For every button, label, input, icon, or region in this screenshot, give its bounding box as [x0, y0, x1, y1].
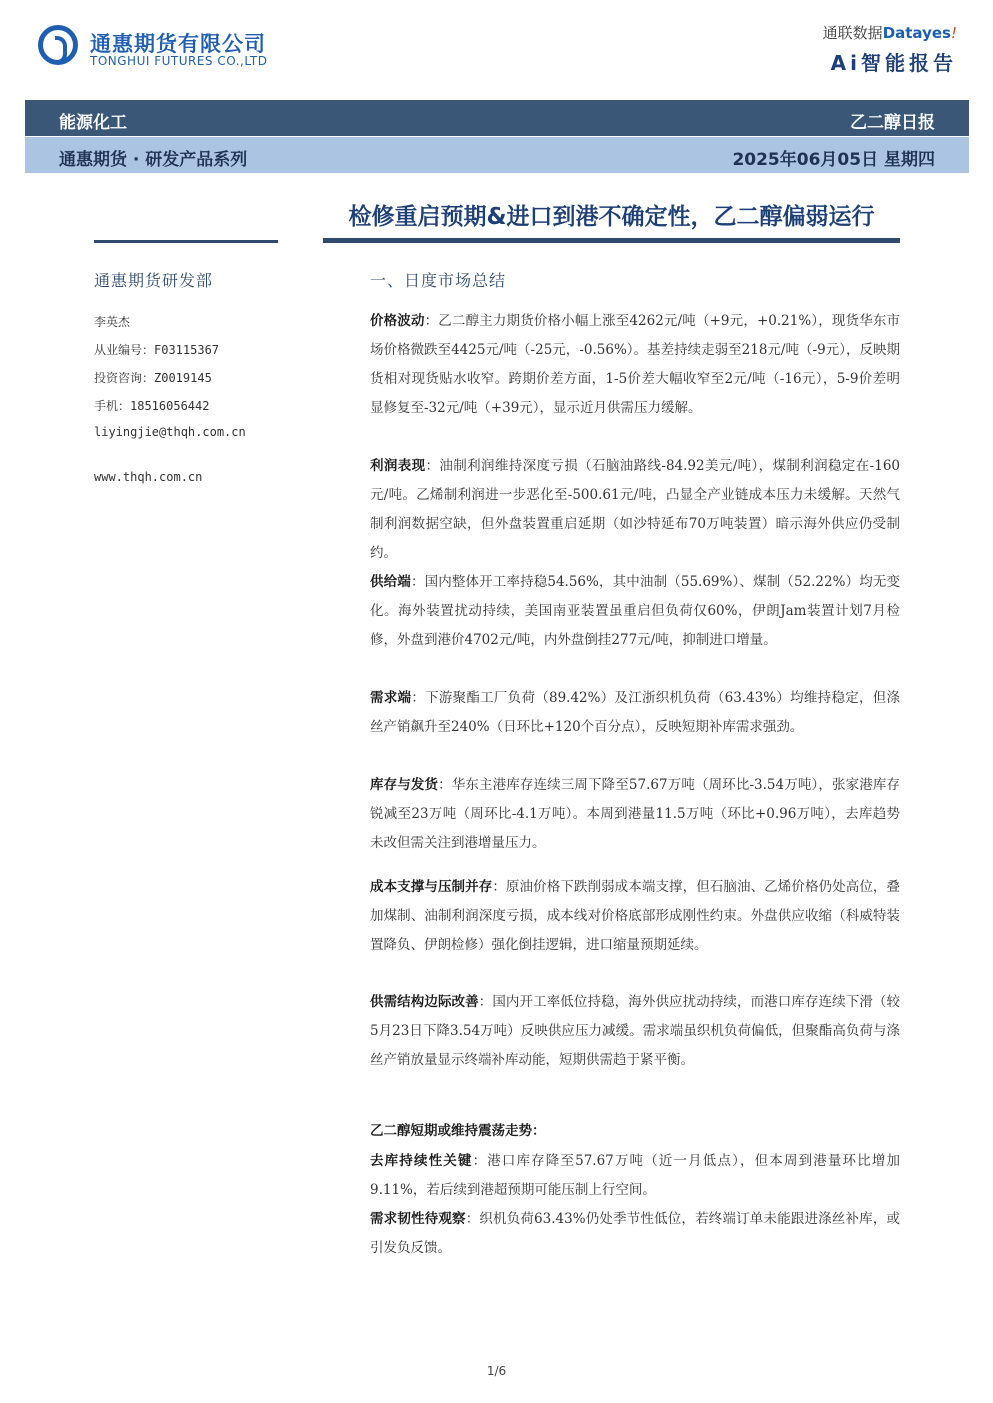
paragraph-text: ：下游聚酯工厂负荷（89.42%）及江浙织机负荷（63.43%）均维持稳定，但涤丝产销飙升至240%（日环比+120个百分点），反映短期补库需求强劲。 — [370, 690, 901, 735]
company-name-en: TONGHUI FUTURES CO.,LTD — [90, 54, 268, 68]
report-type: 乙二醇日报 — [850, 113, 935, 133]
ai-report-label: Ai智能报告 — [830, 51, 957, 75]
paragraph-demand — [370, 684, 900, 742]
paragraph-text: ：华东主港库存连续三周下降至57.67万吨（周环比-3.54万吨），张家港库存锐减至23万吨（周环比-4.1万吨）。本周到港量11.5万吨（环比+0.96万吨），去库趋势未改但需关注到港增量压力。 — [370, 777, 900, 851]
report-date: 2025年06月05日 星期四 — [732, 150, 935, 170]
paragraph-text: ：国内开工率低位持稳，海外供应扰动持续，而港口库存连续下滑（较5月23日下降3.54万吨）反映供应压力减缓。需求端虽织机负荷偏低，但聚酯高负荷与涤丝产销放量显示终端补库动能，短期供需趋于紧平衡。 — [370, 994, 901, 1068]
paragraph-label: 供给端 — [370, 574, 411, 590]
title-divider — [323, 238, 900, 243]
paragraph-text: ：国内整体开工率持稳54.56%，其中油制（55.69%）、煤制（52.22%）均无变化。海外装置扰动持续，美国南亚装置虽重启但负荷仅60%，伊朗Jam装置计划7月检修，外盘到港价4702元/吨，内外盘倒挂277元/吨，抑制进口增量。 — [370, 574, 900, 648]
paragraph-profit — [370, 452, 900, 568]
datayes-prefix: 通联数据 — [822, 24, 883, 42]
paragraph-outlook-heading — [370, 1117, 900, 1146]
series-bar — [25, 137, 969, 173]
sidebar-divider — [94, 240, 278, 243]
paragraph-label: 利润表现 — [370, 458, 426, 474]
company-logo-icon — [38, 25, 78, 65]
datayes-brand: Datayes — [882, 24, 951, 42]
paragraph-destock — [370, 1147, 900, 1205]
department-name: 通惠期货研发部 — [94, 271, 214, 290]
company-website[interactable]: www.thqh.com.cn — [94, 470, 203, 484]
paragraph-label: 需求韧性待观察 — [370, 1211, 466, 1227]
category-bar — [25, 100, 969, 136]
datayes-logo — [823, 22, 957, 43]
paragraph-label: 去库持续性关键 — [370, 1153, 473, 1169]
paragraph-text: ：原油价格下跌削弱成本端支撑，但石脑油、乙烯价格仍处高位，叠加煤制、油制利润深度亏损，成本线对价格底部形成刚性约束。外盘供应收缩（科威特装置降负、伊朗检修）强化倒挂逻辑，进口缩量预期延续。 — [370, 879, 901, 953]
analyst-email[interactable]: liyingjie@thqh.com.cn — [94, 425, 246, 439]
page-number: 1/6 — [486, 1364, 507, 1378]
datayes-suffix: ! — [950, 24, 957, 42]
section-title: 一、日度市场总结 — [370, 271, 507, 290]
paragraph-label: 供需结构边际改善 — [370, 994, 479, 1010]
paragraph-label: 乙二醇短期或维持震荡走势： — [370, 1123, 546, 1139]
category-label: 能源化工 — [59, 113, 127, 133]
paragraph-label: 需求端 — [370, 690, 412, 706]
paragraph-text: ：港口库存降至57.67万吨（近一月低点），但本周到港量环比增加9.11%，若后续到港超预期可能压制上行空间。 — [370, 1153, 901, 1198]
paragraph-resilience — [370, 1205, 900, 1263]
analyst-license: 从业编号：F03115367 — [94, 343, 220, 357]
paragraph-supply — [370, 568, 900, 655]
analyst-consult: 投资咨询：Z0019145 — [94, 371, 212, 385]
company-name-cn: 通惠期货有限公司 — [90, 32, 266, 56]
paragraph-text: ：油制利润维持深度亏损（石脑油路线-84.92美元/吨），煤制利润稳定在-160元/吨。乙烯制利润进一步恶化至-500.61元/吨，凸显全产业链成本压力未缓解。天然气制利润数据空缺，但外盘装置重启延期（如沙特延布70万吨装置）暗示海外供应仍受制约。 — [370, 458, 901, 561]
paragraph-structure — [370, 988, 900, 1075]
series-label: 通惠期货 · 研发产品系列 — [59, 150, 248, 170]
paragraph-label: 成本支撑与压制并存 — [370, 879, 493, 895]
page-title: 检修重启预期&进口到港不确定性，乙二醇偏弱运行 — [348, 204, 875, 230]
paragraph-text: ：乙二醇主力期货价格小幅上涨至4262元/吨（+9元，+0.21%），现货华东市场价格微跌至4425元/吨（-25元，-0.56%）。基差持续走弱至218元/吨（-9元），反映期货相对现货贴水收窄。跨期价差方面，1-5价差大幅收窄至2元/吨（-16元），5-9价差明显修复至-32元/吨（+39元），显示近月供需压力缓解。 — [370, 313, 900, 416]
analyst-phone: 手机：18516056442 — [94, 399, 210, 413]
paragraph-text: ：织机负荷63.43%仍处季节性低位，若终端订单未能跟进涤丝补库，或引发负反馈。 — [370, 1211, 900, 1256]
paragraph-inventory — [370, 771, 900, 858]
paragraph-label: 库存与发货 — [370, 777, 439, 793]
paragraph-cost — [370, 873, 900, 960]
analyst-name: 李英杰 — [94, 315, 131, 329]
paragraph-price — [370, 307, 900, 423]
paragraph-label: 价格波动 — [370, 313, 425, 329]
